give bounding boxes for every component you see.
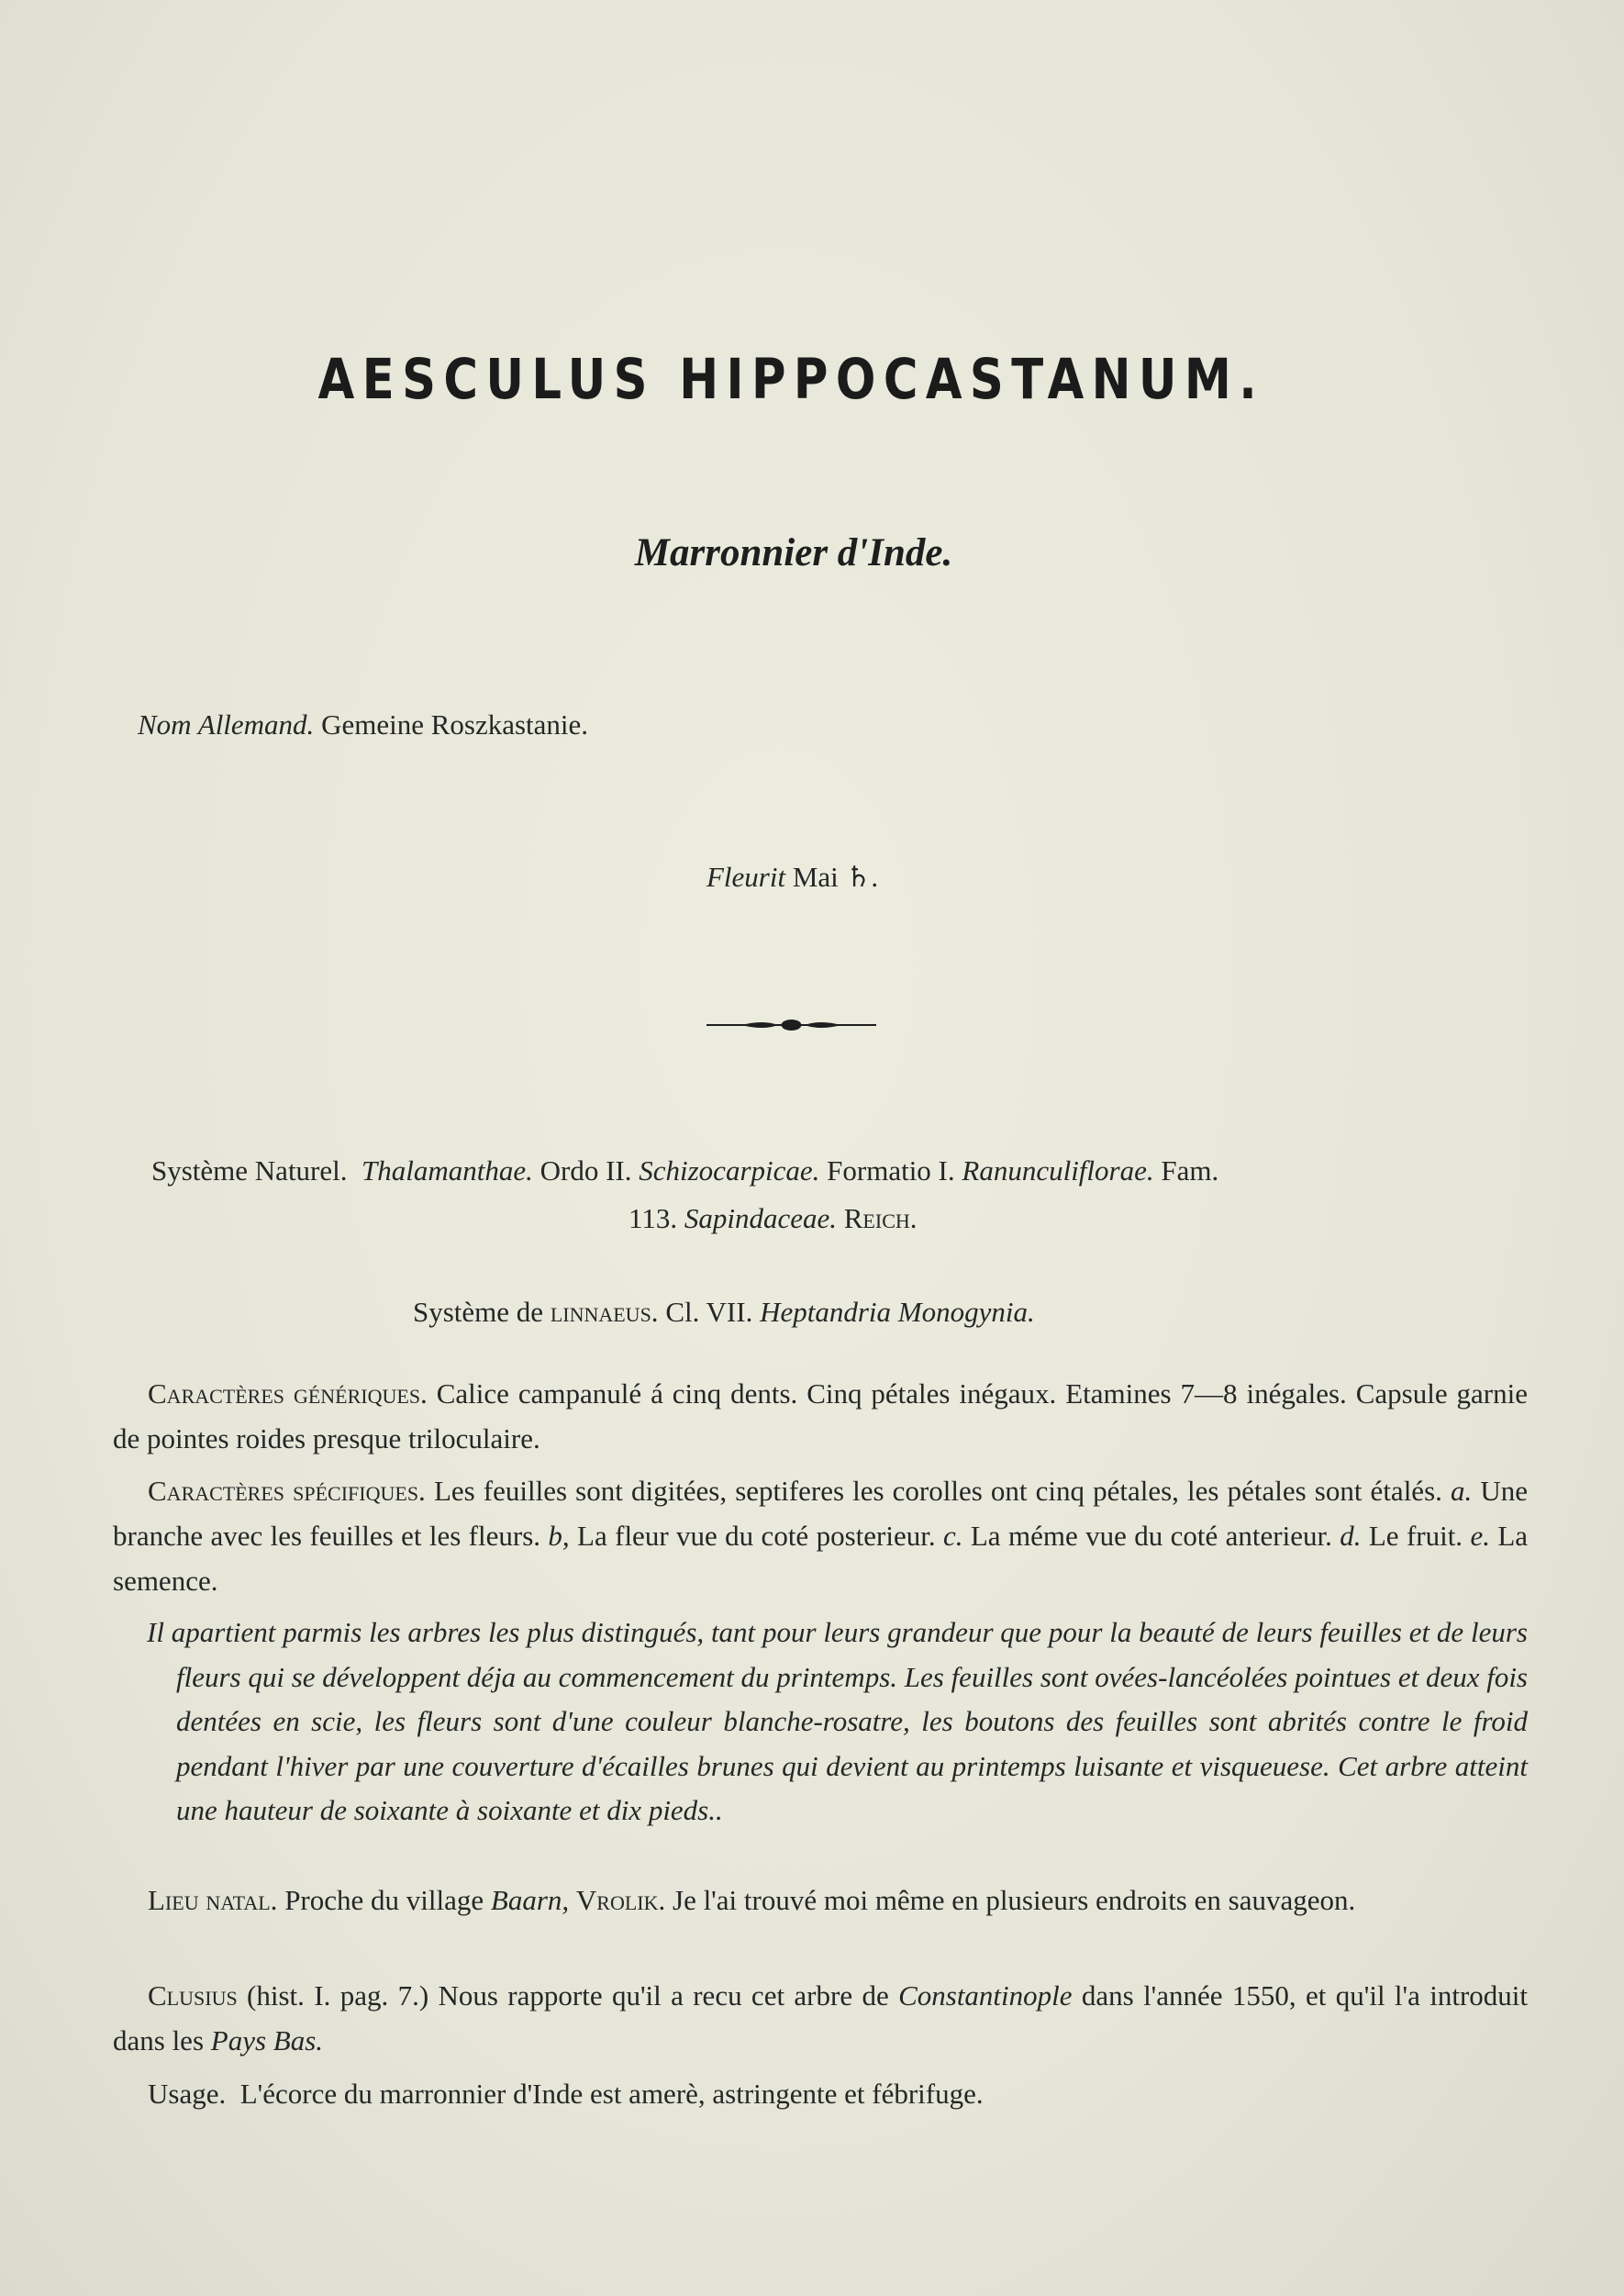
ornament-divider [706,1015,876,1035]
linnaean-system-label: Système de [413,1296,544,1328]
clusius-text-1: (hist. I. pag. 7.) Nous rapporte qu'il a recu cet arbre de [247,1979,889,2012]
flowering-label: Fleurit [706,861,786,893]
natural-system-family: Sapindaceae. [684,1202,837,1234]
figure-key-b: b, [548,1520,570,1552]
german-name-value: Gemeine Roszkastanie. [321,708,589,741]
flowering-line [706,861,878,894]
natural-system-line-1 [151,1147,1509,1195]
usage-label: Usage. [148,2078,227,2110]
figure-key-d: d. [1340,1520,1362,1552]
generic-characters-text: Calice campanulé á cinq dents. Cinq pétales inégaux. Etamines 7—8 inégales. Capsule garnie de pointes roides presque triloculaire. [113,1377,1528,1455]
usage-text: L'écorce du marronnier d'Inde est amerè, astringente et fébrifuge. [239,2078,984,2110]
linnaean-system [413,1288,1035,1336]
clusius-paragraph [113,1973,1528,2063]
german-name-label: Nom Allemand. [138,708,315,741]
native-place-text-1: Proche du village [284,1884,484,1916]
linnaean-system-author: linnaeus. [550,1296,659,1328]
clusius-place-1: Constantinople [898,1979,1073,2012]
natural-system-fam-label: Fam. [1161,1154,1219,1187]
natural-system-ordo: Ordo II. [539,1154,632,1187]
generic-characters-label: Caractères génériques. [148,1377,428,1410]
specific-characters-paragraph [113,1468,1528,1603]
native-place-paragraph [113,1878,1528,1923]
natural-system-formatio: Formatio I. [827,1154,955,1187]
specific-characters-label: Caractères spécifiques. [148,1475,426,1507]
linnaean-system-class-name: Heptandria Monogynia. [760,1296,1035,1328]
usage-paragraph [113,2071,1528,2116]
natural-system-ordo-name: Schizocarpicae. [639,1154,820,1187]
german-name-line [138,708,588,741]
description-paragraph: Il apartient parmis les arbres les plus distingués, tant pour leurs grandeur que pour la beauté de leurs feuilles et de leurs fleurs qui se développent déja au commencement du printemps. Les feuilles sont ovées-lancéolées pointues et deux fois dentées en scie, les fleurs sont d'une couleur blanche-rosatre, les boutons des feuilles sont abrités contre le froid pendant l'hiver par une couverture d'écailles brunes qui devient au printemps luisante et visqueuese. Cet arbre atteint une hauteur de soixante à soixante et dix pieds.. [147,1616,1528,1826]
figure-caption-d: Le fruit. [1368,1520,1463,1552]
figure-caption-e: La semence. [113,1520,1529,1597]
figure-key-a: a. [1451,1475,1473,1507]
native-place-author: Vrolik. [575,1884,666,1916]
natural-system-division: Thalamanthae. [362,1154,533,1187]
native-place-label: Lieu natal. [148,1884,278,1916]
specific-characters-text: Les feuilles sont digitées, septiferes les corolles ont cinq pétales, les pétales sont étalés. [433,1475,1442,1507]
natural-system-author: Reich. [843,1202,918,1234]
flowering-value: Mai ♄. [792,861,879,893]
native-place-text-2: Je l'ai trouvé moi même en plusieurs endroits en sauvageon. [673,1884,1356,1916]
natural-system-label: Système Naturel. [151,1154,348,1187]
natural-system [151,1147,1509,1243]
natural-system-fam-number: 113. [628,1202,678,1234]
figure-caption-a: Une branche avec les feuilles et les fleurs. [113,1475,1529,1552]
generic-characters-paragraph [113,1371,1528,1461]
figure-caption-b: La fleur vue du coté posterieur. [577,1520,936,1552]
figure-key-c: c. [942,1520,963,1552]
clusius-place-2: Pays Bas. [210,2024,324,2056]
linnaean-system-class: Cl. VII. [665,1296,753,1328]
clusius-name: Clusius [148,1979,238,2012]
natural-system-formatio-name: Ranunculiflorae. [962,1154,1154,1187]
figure-key-e: e. [1470,1520,1490,1552]
figure-caption-c: La méme vue du coté anterieur. [970,1520,1332,1552]
natural-system-line-2 [151,1195,1509,1243]
clusius-text-2: dans l'année 1550, et qu'il l'a introduit dans les [113,1979,1529,2056]
page-title: AESCULUS HIPPOCASTANUM. [317,347,1265,412]
native-place-location: Baarn, [490,1884,570,1916]
french-common-name: Marronnier d'Inde. [634,531,953,574]
